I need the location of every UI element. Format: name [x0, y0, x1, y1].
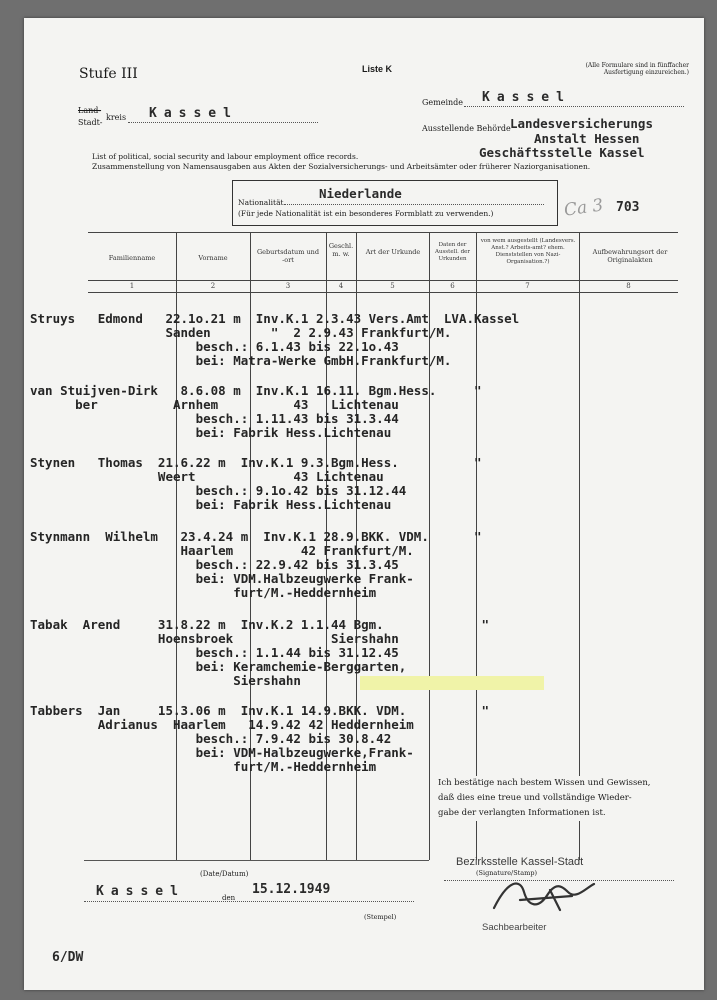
- nationality-underline: [284, 204, 544, 205]
- entry-line: besch.: 1.11.43 bis 31.3.44: [30, 411, 399, 426]
- entry-line: furt/M.-Heddernheim: [30, 585, 377, 600]
- entry-line: besch.: 1.1.44 bis 31.12.45: [30, 645, 399, 660]
- entry-line: bei: Keramchemie-Berggarten,: [30, 659, 407, 674]
- column-divider-7: [579, 232, 580, 860]
- gemeinde-underline: [464, 106, 684, 107]
- kreis-value: Kassel: [149, 106, 238, 121]
- stadt-label: Stadt-: [78, 118, 103, 127]
- column-header-aufbewahrungsort: Aufbewahrungsort der Originalakten: [592, 248, 668, 264]
- entry-line: besch.: 22.9.42 bis 31.3.45: [30, 557, 399, 572]
- column-number-8: 8: [626, 282, 631, 290]
- stufe-label: Stufe III: [79, 66, 138, 82]
- behoerde-line1: Landesversicherungs: [510, 116, 653, 131]
- column-header-familienname: Familienname: [108, 254, 156, 262]
- entry-line: bei: VDM-Halbzeugwerke,Frank-: [30, 745, 414, 760]
- column-header-von-wem: von wem ausgestellt (Landesvers. Anst.? Arbeits-amt? ehem. Dienststellen von Nazi-Organisation.?): [480, 238, 576, 265]
- column-number-5: 5: [390, 282, 395, 290]
- column-header-daten: Daten der Ausstell. der Urkunden: [434, 242, 471, 262]
- copies-note: [569, 62, 689, 76]
- entry-line: bei: Fabrik Hess.Lichtenau: [30, 425, 392, 440]
- entry-line: Hoensbroek Siershahn: [30, 631, 399, 646]
- column-number-7: 7: [525, 282, 530, 290]
- signature-label: (Signature/Stamp): [476, 869, 538, 877]
- certification-line2: daß dies eine treue und vollständige Wieder-: [438, 793, 632, 803]
- copies-note-line1: (Alle Formulare sind in fünffacher: [585, 62, 689, 69]
- entry-line: Haarlem 42 Frankfurt/M.: [30, 543, 414, 558]
- entry-line: Struys Edmond 22.1o.21 m Inv.K.1 2.3.43 Vers.Amt LVA.Kassel: [30, 311, 520, 326]
- office-stamp: Bezirksstelle Kassel-Stadt: [456, 856, 584, 868]
- column-divider-6: [476, 232, 477, 860]
- column-number-6: 6: [450, 282, 455, 290]
- gemeinde-value: Kassel: [482, 90, 571, 105]
- column-number-4: 4: [338, 282, 344, 290]
- entry-line: besch.: 9.1o.42 bis 31.12.44: [30, 483, 407, 498]
- stempel-label: (Stempel): [364, 913, 397, 921]
- handwritten-mark: Ca 3: [562, 195, 605, 221]
- entry-line: bei: Fabrik Hess.Lichtenau: [30, 497, 392, 512]
- entry-line: Stynmann Wilhelm 23.4.24 m Inv.K.1 28.9.BKK. VDM. ": [30, 529, 482, 544]
- column-number-3: 3: [285, 282, 291, 290]
- behoerde-label: Ausstellende Behörde: [422, 124, 511, 133]
- certification-line3: gabe der verlangten Informationen ist.: [438, 808, 606, 818]
- entry-line: Siershahn: [30, 673, 301, 688]
- column-header-geburtsdatum: Geburtsdatum und -ort: [256, 248, 320, 264]
- text-highlight: [360, 676, 544, 690]
- nationality-value: Niederlande: [319, 186, 402, 201]
- entry-line: Sanden " 2 2.9.43 Frankfurt/M.: [30, 325, 452, 340]
- entry-line: furt/M.-Heddernheim: [30, 759, 377, 774]
- date-underline: [84, 901, 414, 902]
- entry-line: Tabak Arend 31.8.22 m Inv.K.2 1.1.44 Bgm. ": [30, 617, 490, 632]
- list-description-de: Zusammenstellung von Namensausgaben aus Akten der Sozialversicherungs- und Arbeitsämter oder früherer Naziorganisationen.: [92, 162, 591, 171]
- footer-place: Kassel: [96, 884, 185, 899]
- entry-line: Adrianus Haarlem 14.9.42 42 Heddernheim: [30, 717, 414, 732]
- copies-note-line2: Ausfertigung einzureichen.): [603, 69, 689, 76]
- page-number: 703: [616, 200, 640, 215]
- handwritten-signature: [490, 870, 610, 920]
- reference-code: 6/DW: [52, 950, 84, 965]
- column-number-2: 2: [210, 282, 216, 290]
- entry-line: Weert 43 Lichtenau: [30, 469, 384, 484]
- entry-line: ber Arnhem 43 Lichtenau: [30, 397, 399, 412]
- liste-label: Liste K: [362, 64, 393, 74]
- nationality-label: Nationalität: [238, 198, 284, 207]
- kreis-underline: [128, 122, 318, 123]
- column-header-vorname: Vorname: [198, 254, 228, 262]
- column-number-1: 1: [129, 282, 135, 290]
- entry-line: bei: Matra-Werke GmbH.Frankfurt/M.: [30, 353, 452, 368]
- behoerde-line3: Geschäftsstelle Kassel: [479, 145, 645, 160]
- document-page: [24, 18, 704, 990]
- entry-line: besch.: 7.9.42 bis 30.8.42: [30, 731, 392, 746]
- kreis-label: kreis: [106, 113, 127, 122]
- footer-rule: [84, 860, 429, 861]
- footer-date: 15.12.1949: [252, 882, 331, 897]
- behoerde-line2: Anstalt Hessen: [534, 131, 640, 146]
- land-label: Land-: [78, 106, 102, 115]
- column-header-geschlecht: Geschl. m. w.: [328, 242, 354, 258]
- entry-line: van Stuijven-Dirk 8.6.08 m Inv.K.1 16.11. Bgm.Hess. ": [30, 383, 482, 398]
- list-description-en: List of political, social security and labour employment office records.: [92, 152, 359, 161]
- date-label: (Date/Datum): [200, 870, 249, 878]
- gemeinde-label: Gemeinde: [422, 98, 464, 107]
- entry-line: bei: VDM.Halbzeugwerke Frank-: [30, 571, 414, 586]
- sachbearbeiter-label: Sachbearbeiter: [482, 922, 547, 933]
- entry-line: Tabbers Jan 15.3.06 m Inv.K.1 14.9.BKK. VDM. ": [30, 703, 490, 718]
- footer-den: den: [222, 894, 236, 902]
- nationality-note: (Für jede Nationalität ist ein besonderes Formblatt zu verwenden.): [238, 209, 494, 218]
- certification-text: [436, 776, 696, 821]
- entry-line: besch.: 6.1.43 bis 22.1o.43: [30, 339, 399, 354]
- entry-line: Stynen Thomas 21.6.22 m Inv.K.1 9.3.Bgm.Hess. ": [30, 455, 482, 470]
- column-header-art: Art der Urkunde: [365, 248, 421, 256]
- certification-line1: Ich bestätige nach bestem Wissen und Gewissen,: [438, 778, 651, 788]
